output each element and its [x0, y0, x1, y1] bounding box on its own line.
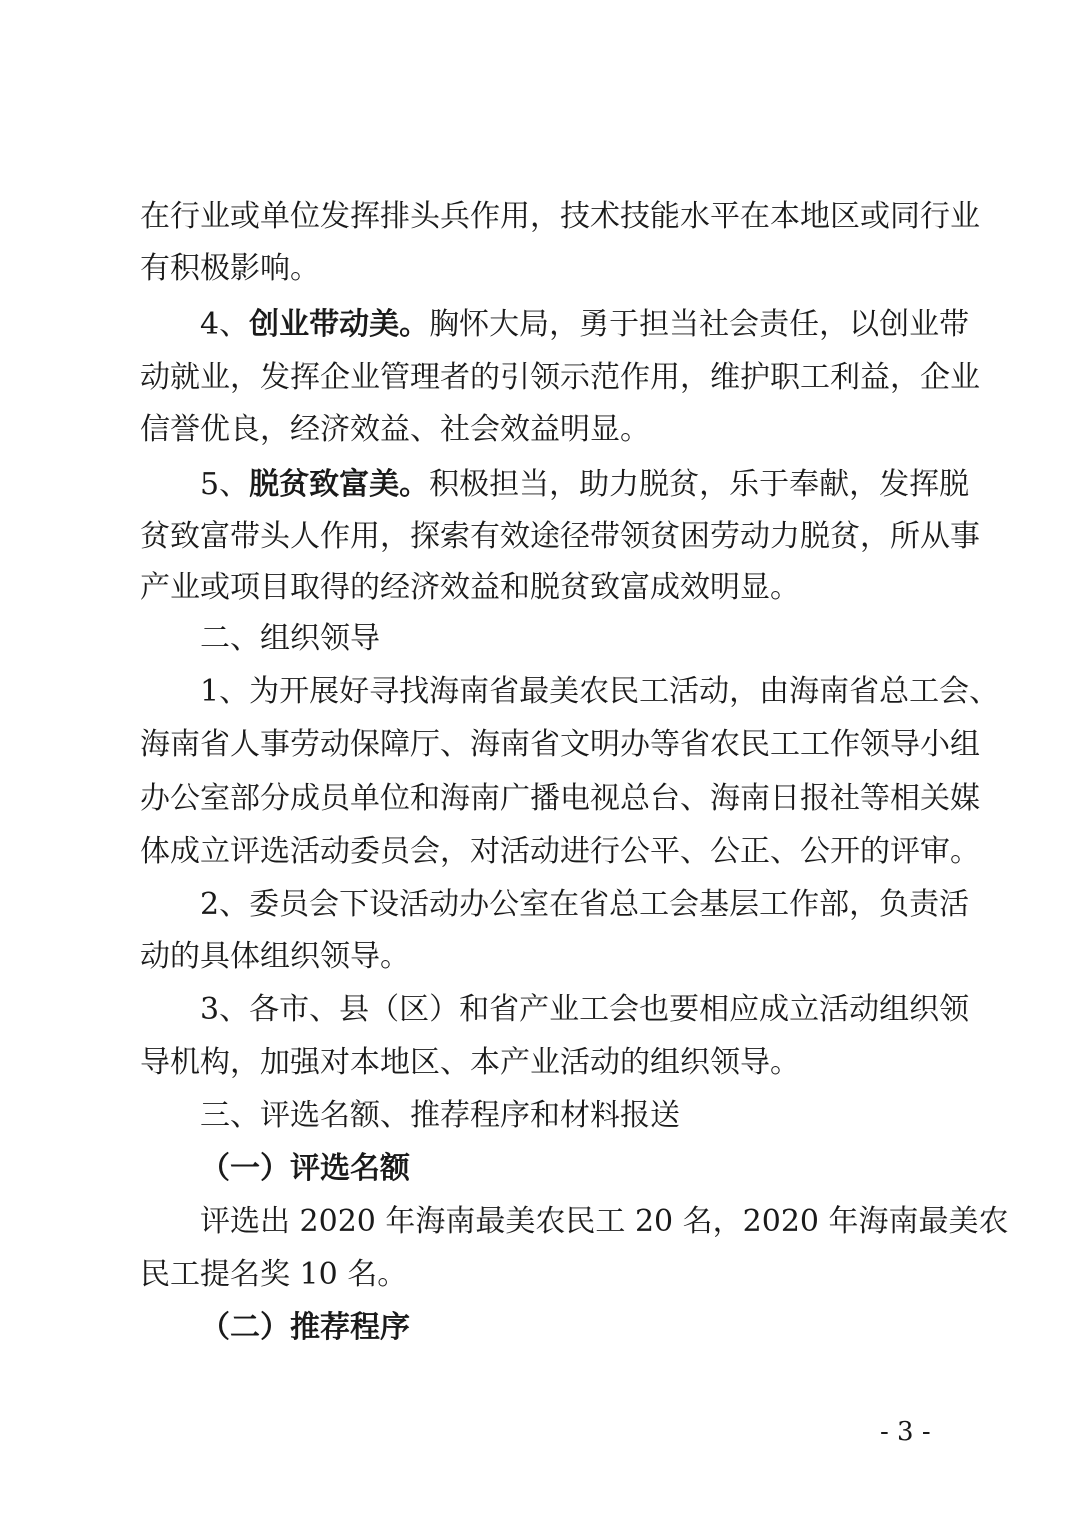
- paragraph-line: 3、各市、县（区）和省产业工会也要相应成立活动组织领: [200, 992, 970, 1027]
- paragraph-line: 产业或项目取得的经济效益和脱贫致富成效明显。: [140, 570, 800, 605]
- paragraph-line: 海南省人事劳动保障厅、海南省文明办等省农民工工作领导小组: [140, 727, 980, 762]
- paragraph-line: 导机构，加强对本地区、本产业活动的组织领导。: [140, 1045, 800, 1080]
- paragraph-line: 动就业，发挥企业管理者的引领示范作用，维护职工利益，企业: [140, 360, 980, 395]
- paragraph-line: 在行业或单位发挥排头兵作用，技术技能水平在本地区或同行业: [140, 199, 980, 234]
- subsection-heading-1: （一）评选名额: [200, 1151, 410, 1186]
- paragraph-line: 信誉优良，经济效益、社会效益明显。: [140, 412, 650, 447]
- paragraph-line: 评选出 2020 年海南最美农民工 20 名，2020 年海南最美农: [200, 1204, 1009, 1239]
- criterion-text: 胸怀大局，勇于担当社会责任，以创业带: [429, 307, 970, 342]
- section-heading-3: 三、评选名额、推荐程序和材料报送: [200, 1098, 680, 1133]
- paragraph-line: 体成立评选活动委员会，对活动进行公平、公正、公开的评审。: [140, 834, 980, 869]
- subsection-heading-2: （二）推荐程序: [200, 1310, 410, 1345]
- paragraph-line: 2、委员会下设活动办公室在省总工会基层工作部，负责活: [200, 887, 970, 922]
- paragraph-line: 1、为开展好寻找海南省最美农民工活动，由海南省总工会、: [200, 674, 1000, 709]
- criterion-5-line: [200, 465, 970, 505]
- criterion-title: 脱贫致富美。: [249, 467, 430, 502]
- paragraph-line: 动的具体组织领导。: [140, 939, 410, 974]
- item-number: 5、: [200, 467, 250, 502]
- paragraph-line: 贫致富带头人作用，探索有效途径带领贫困劳动力脱贫，所从事: [140, 519, 980, 554]
- criterion-title: 创业带动美。: [249, 307, 430, 342]
- paragraph-line: 办公室部分成员单位和海南广播电视总台、海南日报社等相关媒: [140, 781, 980, 816]
- criterion-4-line: [200, 305, 970, 345]
- criterion-text: 积极担当，助力脱贫，乐于奉献，发挥脱: [429, 467, 970, 502]
- item-number: 4、: [200, 307, 250, 342]
- paragraph-line: 民工提名奖 10 名。: [140, 1257, 408, 1292]
- paragraph-line: 有积极影响。: [140, 251, 320, 286]
- section-heading-2: 二、组织领导: [200, 621, 380, 656]
- page-number: - 3 -: [880, 1417, 931, 1447]
